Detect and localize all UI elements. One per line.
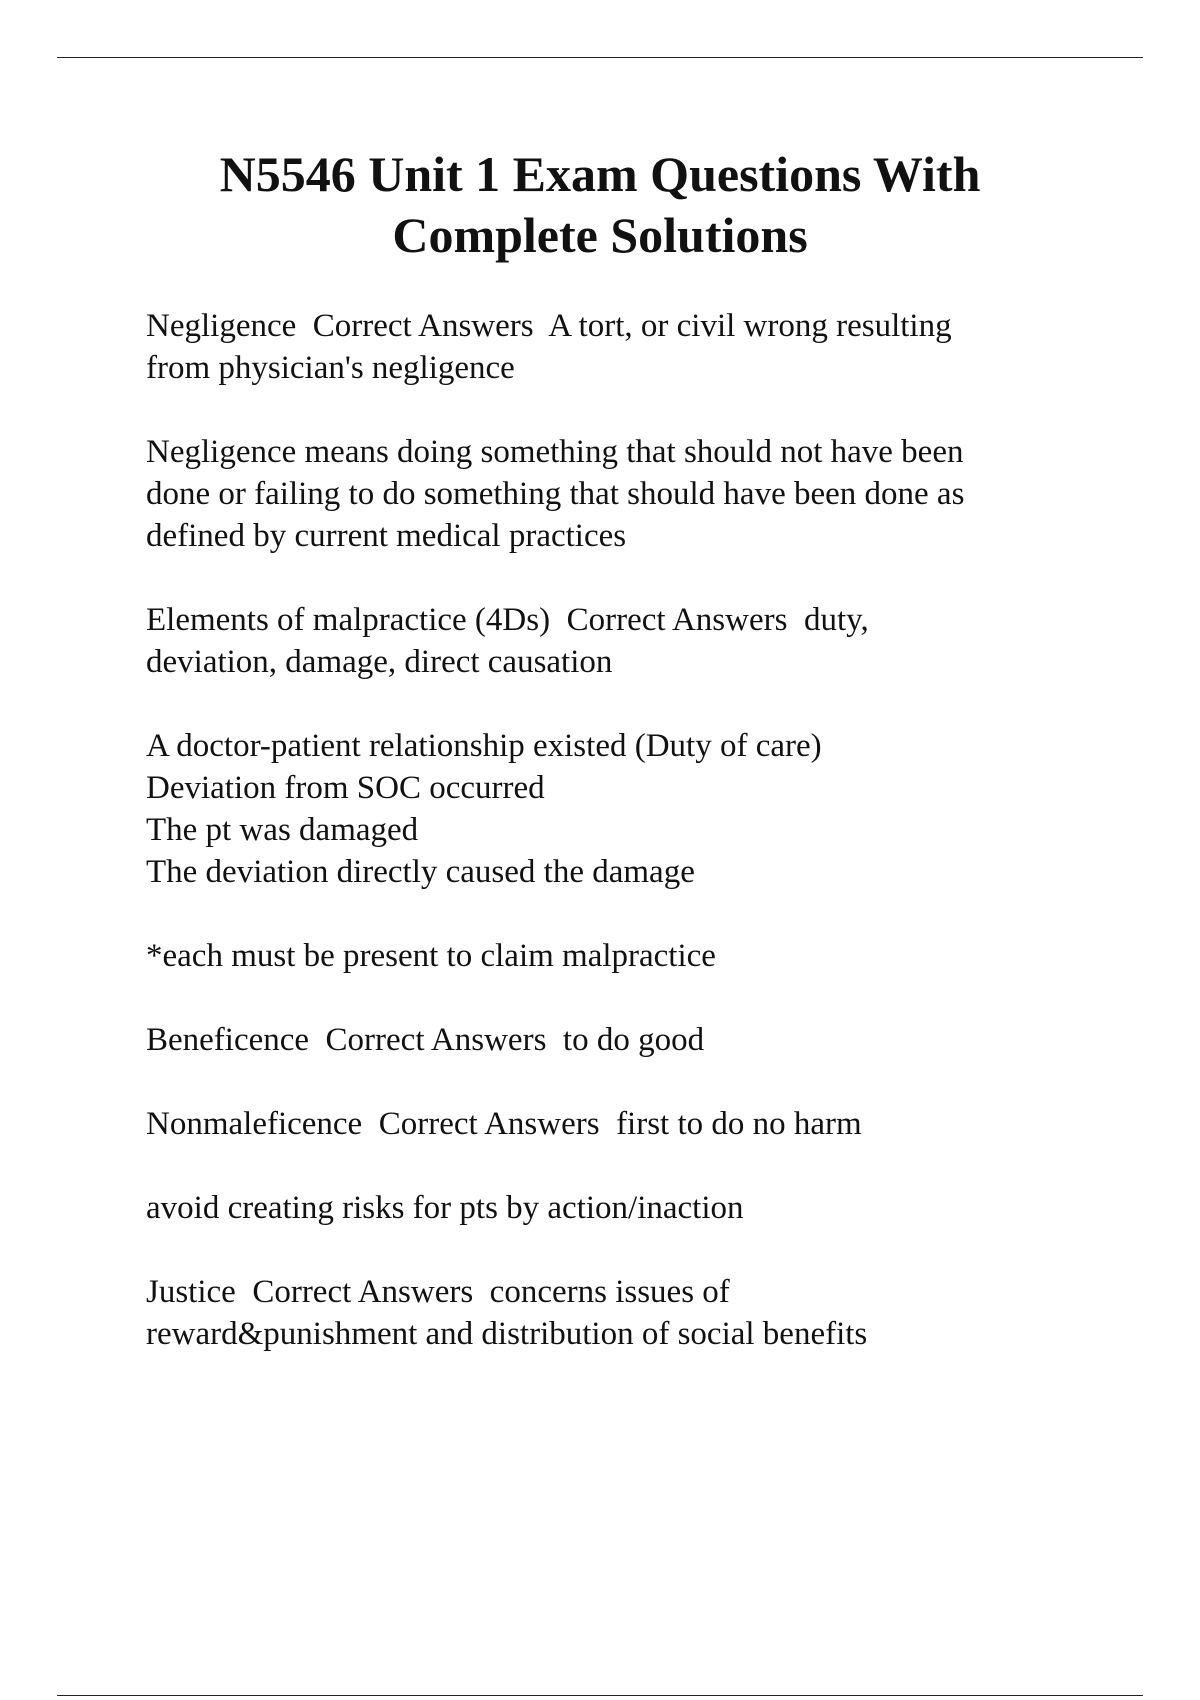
document-body — [146, 305, 1106, 1397]
bottom-rule — [57, 1695, 1143, 1696]
text-line: done or failing to do something that should have been done as — [146, 476, 965, 512]
paragraph-elements-of-malpractice — [146, 599, 1106, 683]
text-line: from physician's negligence — [146, 350, 515, 386]
paragraph-nonmaleficence-note — [146, 1187, 1106, 1229]
text-line: Elements of malpractice (4Ds) Correct Answers duty, — [146, 602, 869, 638]
text-line: The pt was damaged — [146, 812, 419, 848]
paragraph-negligence-definition — [146, 431, 1106, 557]
text-line: *each must be present to claim malpractice — [146, 938, 716, 974]
paragraph-negligence — [146, 305, 1106, 389]
paragraph-beneficence — [146, 1019, 1106, 1061]
text-line: defined by current medical practices — [146, 518, 627, 554]
top-rule — [57, 57, 1143, 58]
document-title — [100, 144, 1100, 266]
text-line: Deviation from SOC occurred — [146, 770, 545, 806]
title-line: N5546 Unit 1 Exam Questions With — [219, 146, 981, 202]
text-line: Negligence means doing something that should not have been — [146, 434, 964, 470]
text-line: Beneficence Correct Answers to do good — [146, 1022, 705, 1058]
text-line: A doctor-patient relationship existed (Duty of care) — [146, 728, 822, 764]
text-line: Justice Correct Answers concerns issues of — [146, 1274, 730, 1310]
paragraph-four-ds-list — [146, 725, 1106, 893]
text-line: reward&punishment and distribution of social benefits — [146, 1316, 868, 1352]
paragraph-malpractice-note — [146, 935, 1106, 977]
text-line: Negligence Correct Answers A tort, or civil wrong resulting — [146, 308, 952, 344]
paragraph-justice — [146, 1271, 1106, 1355]
text-line: Nonmaleficence Correct Answers first to do no harm — [146, 1106, 862, 1142]
text-line: deviation, damage, direct causation — [146, 644, 613, 680]
text-line: The deviation directly caused the damage — [146, 854, 695, 890]
title-line: Complete Solutions — [392, 207, 808, 263]
text-line: avoid creating risks for pts by action/inaction — [146, 1190, 744, 1226]
paragraph-nonmaleficence — [146, 1103, 1106, 1145]
